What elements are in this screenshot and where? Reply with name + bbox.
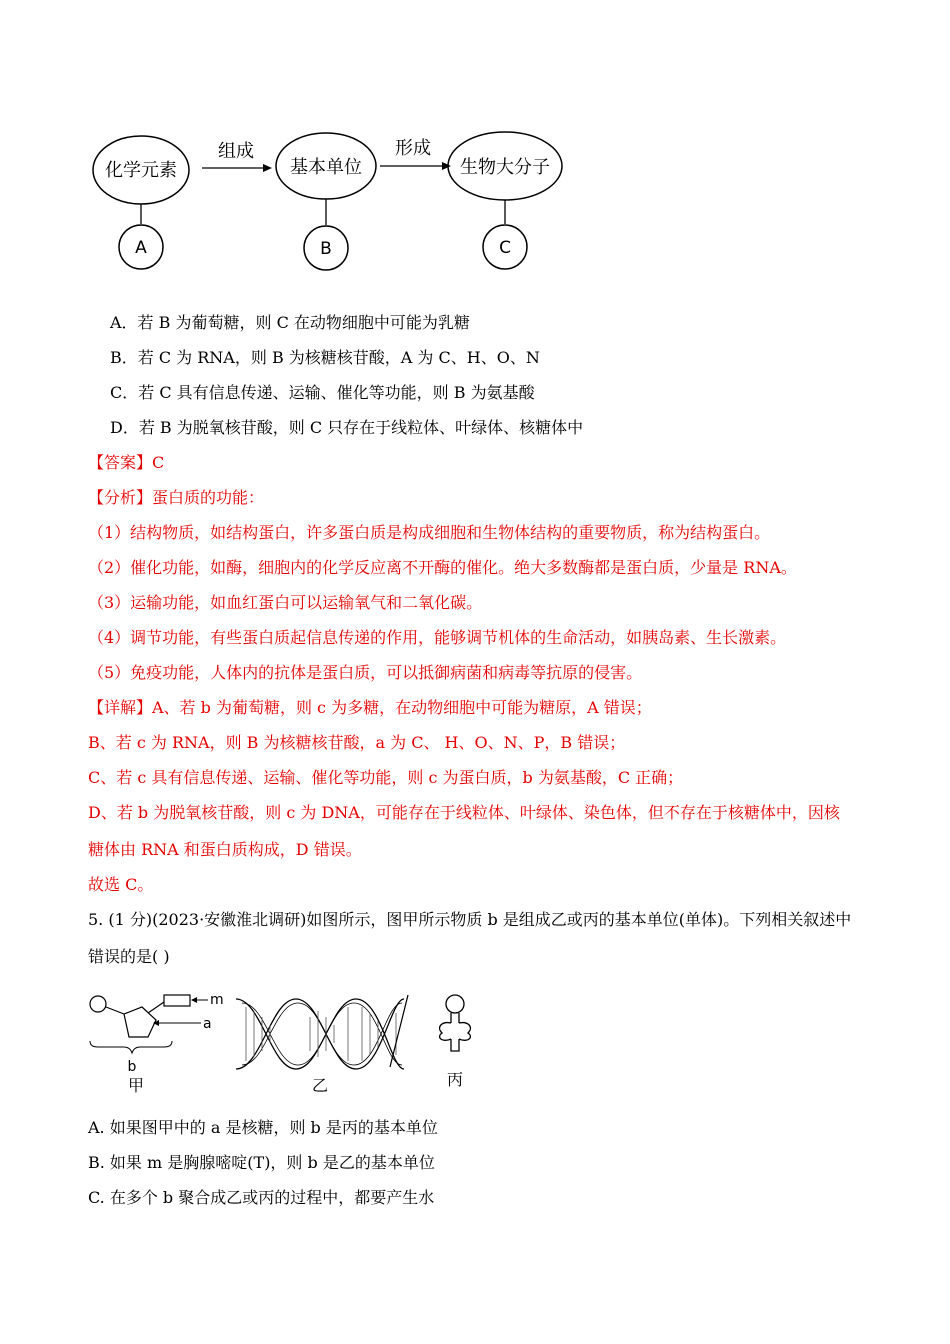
pointer-m-head: [191, 997, 197, 1003]
q4-analysis-title: 【分析】蛋白质的功能：: [88, 488, 265, 507]
q4-option-d: D．若 B 为脱氧核苷酸，则 C 只存在于线粒体、叶绿体、核糖体中: [110, 418, 584, 437]
phosphate-circle: [90, 996, 106, 1012]
q5-option-b: B. 如果 m 是胸腺嘧啶(T)，则 b 是乙的基本单位: [88, 1153, 435, 1172]
q4-option-c: C．若 C 具有信息传递、运输、催化等功能，则 B 为氨基酸: [110, 383, 535, 402]
dna-end-stroke: [390, 995, 408, 1067]
caption-bing: 丙: [446, 1070, 464, 1089]
q5-stem-line2: 错误的是( ): [88, 947, 170, 966]
node-label-unit: 基本单位: [290, 157, 362, 178]
trna-shape: [440, 995, 471, 1051]
node-label-elements: 化学元素: [105, 160, 177, 181]
label-b: b: [127, 1059, 137, 1075]
letter-b: B: [320, 239, 332, 259]
q4-option-a: A．若 B 为葡萄糖，则 C 在动物细胞中可能为乳糖: [110, 313, 470, 332]
arrowhead-compose: [263, 164, 272, 172]
nucleic-acid-diagram: [86, 985, 486, 1093]
phosphate-bond: [106, 1007, 124, 1014]
arrow-label-form: 形成: [395, 138, 431, 159]
letter-a: A: [135, 238, 147, 258]
q4-detail-5: 糖体由 RNA 和蛋白质构成，D 错误。: [88, 840, 362, 859]
node-label-macromolecule: 生物大分子: [460, 157, 550, 178]
label-m: m: [210, 992, 224, 1008]
q4-analysis-3: （3）运输功能，如血红蛋白可以运输氧气和二氧化碳。: [88, 593, 483, 612]
caption-yi: 乙: [311, 1076, 329, 1093]
q4-analysis-5: （5）免疫功能，人体内的抗体是蛋白质，可以抵御病菌和病毒等抗原的侵害。: [88, 663, 643, 682]
q4-detail-1: 【详解】A、若 b 为葡萄糖，则 c 为多糖，在动物细胞中可能为糖原，A 错误；: [88, 698, 652, 717]
composition-diagram: [88, 125, 568, 280]
q4-analysis-2: （2）催化功能，如酶，细胞内的化学反应离不开酶的催化。绝大多数酶都是蛋白质，少量是 RNA。: [88, 558, 797, 577]
q5-stem-line1: 5. (1 分)(2023·安徽淮北调研)如图所示，图甲所示物质 b 是组成乙或丙的基本单位(单体)。下列相关叙述中: [88, 910, 852, 929]
base-rect: [164, 995, 190, 1006]
q4-option-b: B．若 C 为 RNA，则 B 为核糖核苷酸，A 为 C、H、O、N: [110, 348, 540, 367]
q4-analysis-1: （1）结构物质，如结构蛋白，许多蛋白质是构成细胞和生物体结构的重要物质，称为结构蛋白。: [88, 523, 771, 542]
q4-analysis-4: （4）调节功能，有些蛋白质起信息传递的作用，能够调节机体的生命活动，如胰岛素、生长激素。: [88, 628, 787, 647]
letter-c: C: [499, 238, 511, 258]
q5-option-a: A. 如果图甲中的 a 是核糖，则 b 是丙的基本单位: [88, 1118, 438, 1137]
arrow-label-compose: 组成: [218, 141, 254, 162]
brace-b: [90, 1041, 172, 1053]
q5-option-c: C. 在多个 b 聚合成乙或丙的过程中，都要产生水: [88, 1188, 435, 1207]
dna-helix: [236, 999, 404, 1069]
dna-base-pairs: [246, 1007, 396, 1061]
q4-detail-2: B、若 c 为 RNA，则 B 为核糖核苷酸，a 为 C、 H、O、N、P，B 错误；: [88, 733, 626, 752]
q4-conclusion: 故选 C。: [88, 875, 154, 894]
q4-detail-4: D、若 b 为脱氧核苷酸，则 c 为 DNA，可能存在于线粒体、叶绿体、染色体，但不存在于核糖体中，因核: [88, 803, 840, 822]
caption-jia: 甲: [127, 1076, 145, 1093]
base-bond: [148, 1002, 164, 1013]
label-a: a: [203, 1016, 212, 1032]
q4-answer: 【答案】C: [88, 453, 165, 472]
q4-detail-3: C、若 c 具有信息传递、运输、催化等功能，则 c 为蛋白质，b 为氨基酸，C 正确；: [88, 768, 684, 787]
